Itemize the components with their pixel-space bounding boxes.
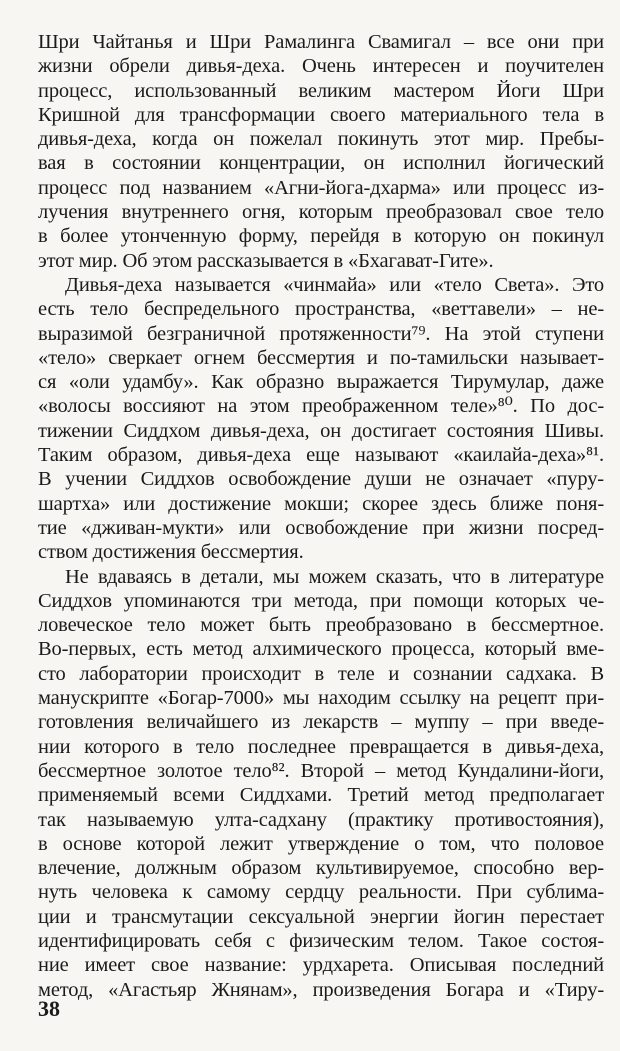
text-line: «тело» сверкает огнем бессмертия и по-тамильски называет-	[38, 346, 604, 369]
paragraph-2	[38, 273, 604, 565]
text-line: ся «оли удамбу». Как образно выражается Тирумулар, даже	[38, 371, 604, 394]
text-line: Кришной для трансформации своего материального тела в	[38, 103, 604, 126]
text-line: В учении Сиддхов освобождение души не означает «пуру-	[38, 468, 604, 491]
text-line: Шри Чайтанья и Шри Рамалинга Свамигал – все они при	[38, 31, 604, 53]
text-line: вая в состоянии концентрации, он исполнил йогический	[38, 152, 604, 175]
page-number: 38	[38, 996, 60, 1021]
text-line: «волосы воссияют на этом преображенном теле»⁸⁰. По дос-	[38, 395, 604, 418]
text-line: Не вдаваясь в детали, мы можем сказать, что в литературе	[65, 565, 604, 588]
text-line: шартха» или достижение мокши; скорее здесь ближе поня-	[38, 492, 604, 515]
text-line: Во-первых, есть метод алхимического процесса, который вме-	[38, 638, 604, 661]
text-line: тижении Сиддхом дивья-деха, он достигает состояния Шивы.	[38, 419, 604, 442]
text-line: готовления величайшего из лекарств – муппу – при введе-	[38, 711, 604, 734]
text-line: метод, «Агастьяр Жнянам», произведения Богара и «Тиру-	[38, 978, 604, 1001]
paragraph-1	[38, 30, 604, 273]
text-line: идентифицировать себя с физическим телом. Такое состоя-	[38, 929, 604, 952]
text-line: лучения внутреннего огня, которым преобразовал свое тело	[38, 201, 604, 224]
text-line: процесс, использованный великим мастером Йоги Шри	[38, 79, 604, 102]
text-line: манускрипте «Богар-7000» мы находим ссылку на рецепт при-	[38, 687, 604, 710]
text-line: нии которого в тело последнее превращается в дивья-деха,	[38, 735, 604, 758]
text-line: ние имеет свое название: урдхарета. Описывая последний	[38, 954, 604, 977]
text-line: ции и трансмутации сексуальной энергии йогин перестает	[38, 905, 604, 928]
text-line: применяемый всеми Сиддхами. Третий метод предполагает	[38, 784, 604, 807]
text-line: в более утонченную форму, перейдя в которую он покинул	[38, 225, 604, 248]
text-line: Сиддхов упоминаются три метода, при помощи которых че-	[38, 589, 604, 612]
text-line: есть тело беспредельного пространства, «веттавели» – не-	[38, 298, 604, 321]
text-line: Таким образом, дивья-деха еще называют «каилайа-деха»⁸¹.	[38, 444, 604, 467]
text-line: выразимой безграничной протяженности⁷⁹. На этой ступени	[38, 322, 604, 345]
text-line: ством достижения бессмертия.	[38, 541, 304, 564]
text-line: тие «дживан-мукти» или освобождение при жизни посред-	[38, 516, 604, 539]
text-line: сто лаборатории происходит в теле и сознании садхака. В	[38, 662, 604, 685]
text-line: жизни обрели дивья-деха. Очень интересен и поучителен	[38, 55, 604, 78]
text-line: Дивья-деха называется «чинмайа» или «тело Света». Это	[65, 273, 604, 296]
text-line: нуть человека к самому сердцу реальности. При сублима-	[38, 881, 604, 904]
text-line: дивья-деха, когда он пожелал покинуть этот мир. Пребы-	[38, 128, 604, 151]
text-line: этот мир. Об этом рассказывается в «Бхагават-Гите».	[38, 249, 494, 272]
text-line: бессмертное золотое тело⁸². Второй – метод Кундалини-йоги,	[38, 759, 604, 782]
page-body	[38, 30, 604, 1002]
text-line: ловеческое тело может быть преобразовано в бессмертное.	[38, 614, 604, 637]
text-line: процесс под названием «Агни-йога-дхарма» или процесс из-	[38, 176, 604, 199]
text-line: так называемую улта-садхану (практику противостояния),	[38, 808, 604, 831]
text-line: в основе которой лежит утверждение о том, что половое	[38, 832, 604, 855]
text-line: влечение, должным образом культивируемое, способно вер-	[38, 857, 604, 880]
paragraph-3	[38, 565, 604, 1002]
